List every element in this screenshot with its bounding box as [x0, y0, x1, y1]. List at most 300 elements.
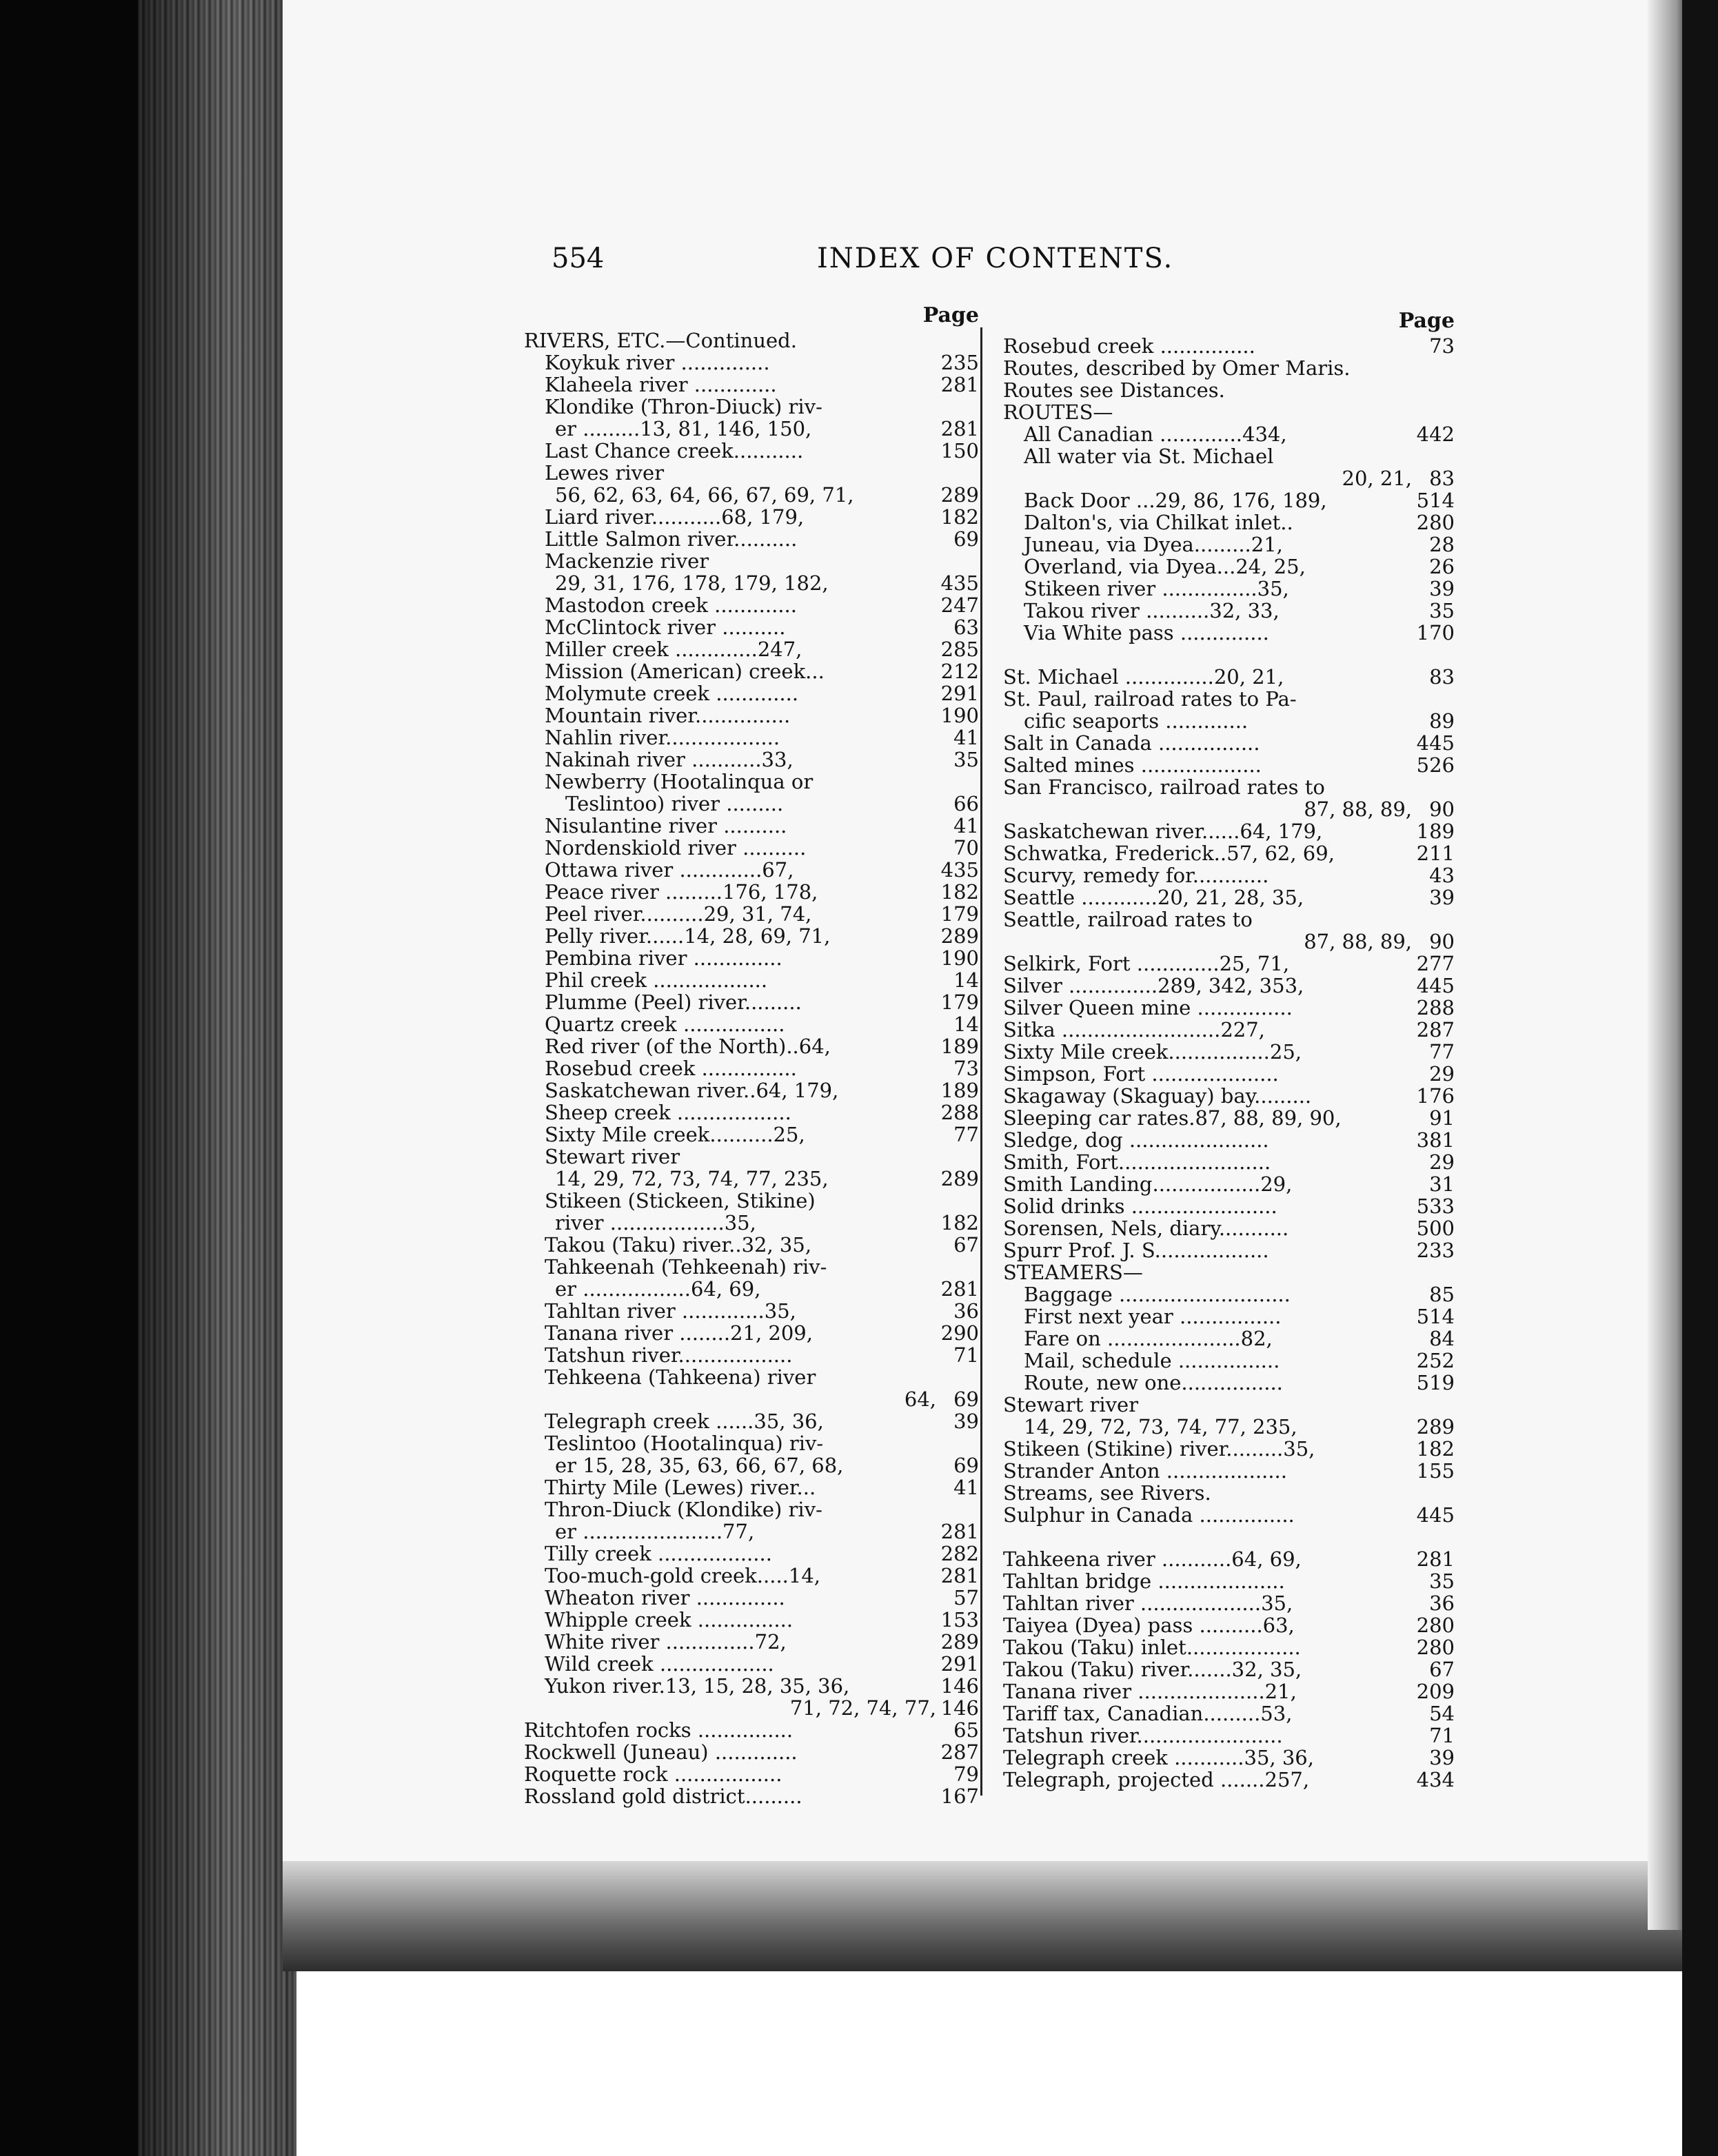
index-entry	[1003, 1173, 1455, 1195]
index-entry	[524, 1366, 979, 1388]
index-entry-text: Silver ..............289, 342, 353,	[1003, 974, 1304, 997]
index-entry-text: 20, 21,	[1342, 467, 1412, 490]
index-entry-text: Rosebud creek ...............	[545, 1057, 797, 1080]
index-entry	[524, 484, 979, 506]
index-entry-text: Sulphur in Canada ...............	[1003, 1503, 1295, 1527]
index-entry-page: 85	[1429, 1283, 1455, 1306]
index-entry-text: All water via St. Michael	[1024, 445, 1274, 468]
index-entry	[1003, 776, 1455, 798]
index-entry-page: 445	[1416, 731, 1455, 755]
index-entry-text: er 15, 28, 35, 63, 66, 67, 68,	[555, 1454, 844, 1477]
index-entry-text: Smith Landing.................29,	[1003, 1172, 1293, 1196]
index-entry-page: 442	[1416, 423, 1455, 446]
index-entry-page: 14	[953, 968, 979, 992]
index-entry-text: Sixty Mile creek................25,	[1003, 1040, 1302, 1064]
index-entry-page: 288	[1416, 996, 1455, 1019]
book-bottom-edge	[283, 1861, 1682, 1971]
index-entry	[524, 1322, 979, 1344]
index-entry	[524, 1101, 979, 1123]
index-entry-page: 514	[1416, 489, 1455, 512]
index-entry-text: Nahlin river..................	[545, 726, 780, 749]
index-entry-page: 67	[953, 1233, 979, 1257]
index-entry-text: Molymute creek .............	[545, 682, 799, 705]
index-entry-page: 252	[1416, 1349, 1455, 1372]
index-entry-text: Spurr Prof. J. S..................	[1003, 1239, 1269, 1262]
index-entry-text: Quartz creek ................	[545, 1013, 785, 1036]
index-entry-page: 29	[1429, 1062, 1455, 1086]
index-entry-page: 35	[1429, 1569, 1455, 1593]
index-entry-page: 170	[1416, 621, 1455, 644]
index-entry	[524, 1543, 979, 1565]
index-entry	[1003, 423, 1455, 445]
index-entry	[1003, 1129, 1455, 1151]
index-entry-page: 90	[1429, 930, 1455, 953]
index-entry-text: Tilly creek ..................	[545, 1542, 772, 1565]
index-entry-page: 281	[940, 373, 979, 396]
index-entry-text: Solid drinks .......................	[1003, 1194, 1277, 1218]
index-entry-page: 73	[1429, 334, 1455, 358]
index-entry-text: Last Chance creek...........	[545, 439, 804, 462]
index-entry	[524, 660, 979, 682]
index-entry-text: Routes, described by Omer Maris.	[1003, 356, 1351, 380]
index-entry-text: 87, 88, 89,	[1304, 930, 1412, 953]
index-entry-page: 189	[1416, 820, 1455, 843]
index-entry	[524, 1278, 979, 1300]
index-entry-page: 445	[1416, 974, 1455, 997]
index-entry-text: Miller creek .............247,	[545, 638, 802, 661]
index-entry-page: 289	[1416, 1415, 1455, 1438]
index-entry-text: Mail, schedule ................	[1024, 1349, 1280, 1372]
index-entry-text: Red river (of the North)..64,	[545, 1035, 831, 1058]
index-entry	[1003, 1658, 1455, 1680]
index-entry	[524, 462, 979, 484]
index-entry-text: Streams, see Rivers.	[1003, 1481, 1211, 1505]
index-entry-page: 285	[940, 638, 979, 661]
index-entry	[1003, 710, 1455, 732]
index-entry-page: 281	[940, 1520, 979, 1543]
index-entry-text: river ..................35,	[555, 1211, 756, 1234]
index-entry-text: 14, 29, 72, 73, 74, 77, 235,	[555, 1167, 829, 1190]
index-entry	[524, 1432, 979, 1454]
index-entry-text: Too-much-gold creek.....14,	[545, 1564, 820, 1587]
index-entry	[524, 859, 979, 881]
index-entry-text: 14, 29, 72, 73, 74, 77, 235,	[1024, 1415, 1297, 1438]
index-entry-page: 90	[1429, 797, 1455, 821]
index-entry	[1003, 1725, 1455, 1747]
index-entry-page: 176	[1416, 1084, 1455, 1108]
index-entry-text: Rossland gold district.........	[524, 1784, 802, 1808]
index-entry-text: Yukon river.13, 15, 28, 35, 36,	[545, 1674, 850, 1698]
index-entry-page: 14	[953, 1013, 979, 1036]
index-entry	[524, 1344, 979, 1366]
index-entry-text: Dalton's, via Chilkat inlet..	[1024, 511, 1293, 534]
index-entry	[1003, 467, 1455, 489]
index-entry-text: Skagaway (Skaguay) bay.........	[1003, 1084, 1312, 1108]
index-entry-page: 71	[953, 1343, 979, 1367]
index-entry-page: 67	[1429, 1658, 1455, 1681]
index-entry-text: Tehkeena (Tahkeena) river	[545, 1365, 816, 1389]
index-entry-page: 63	[953, 616, 979, 639]
index-entry-text: Wheaton river ..............	[545, 1586, 785, 1609]
index-entry	[1003, 1438, 1455, 1460]
page-title: INDEX OF CONTENTS.	[817, 243, 1174, 274]
index-entry-text: Mission (American) creek...	[545, 660, 825, 683]
index-entry-text: Overland, via Dyea...24, 25,	[1024, 555, 1306, 578]
index-entry-text: Schwatka, Frederick..57, 62, 69,	[1003, 842, 1335, 865]
index-entry	[524, 947, 979, 969]
index-entry-page: 434	[1416, 1768, 1455, 1791]
index-column-left	[524, 303, 979, 1807]
index-entry-page: 247	[940, 593, 979, 617]
index-entry-text: Tanana river ........21, 209,	[545, 1321, 813, 1345]
index-entry	[524, 1675, 979, 1697]
index-entry-text: Pelly river......14, 28, 69, 71,	[545, 924, 831, 948]
index-entry-text: Liard river...........68, 179,	[545, 505, 805, 529]
index-entry-page: 77	[1429, 1040, 1455, 1064]
index-entry-page: 182	[940, 880, 979, 904]
index-entry-page: 84	[1429, 1327, 1455, 1350]
index-entry-text: 29, 31, 176, 178, 179, 182,	[555, 571, 829, 595]
index-entry-page: 89	[1429, 709, 1455, 733]
index-entry-page: 39	[1429, 577, 1455, 600]
index-entry-text: San Francisco, railroad rates to	[1003, 775, 1325, 799]
index-entry-text: Stikeen (Stickeen, Stikine)	[545, 1189, 816, 1212]
index-entry-page: 291	[940, 1652, 979, 1676]
index-entry	[524, 1719, 979, 1741]
index-entry-page: 179	[940, 990, 979, 1014]
index-entry-text: Saskatchewan river..64, 179,	[545, 1079, 839, 1102]
index-entry	[1003, 688, 1455, 710]
index-entry-text: Takou (Taku) river..32, 35,	[545, 1233, 812, 1257]
index-entry-text: Teslintoo) river .........	[565, 792, 784, 815]
index-entry	[1003, 1460, 1455, 1482]
index-entry-page: 289	[940, 924, 979, 948]
index-entry-page: 189	[940, 1035, 979, 1058]
index-entry-text: Tahltan river .............35,	[545, 1299, 796, 1323]
index-entry	[524, 1454, 979, 1476]
index-entry-text: Nisulantine river ..........	[545, 814, 787, 837]
index-entry-text: RIVERS, ETC.—Continued.	[524, 329, 797, 352]
index-entry	[1003, 1350, 1455, 1372]
index-entry-page: 289	[940, 1167, 979, 1190]
index-entry	[1003, 1372, 1455, 1394]
index-entries-left	[524, 329, 979, 1807]
index-entry	[1003, 1769, 1455, 1791]
index-entry-text: Sledge, dog ......................	[1003, 1128, 1269, 1152]
index-entry	[524, 550, 979, 572]
index-entry-page: 150	[940, 439, 979, 462]
index-entry	[524, 1168, 979, 1190]
index-entry-text: Telegraph creek ......35, 36,	[545, 1410, 824, 1433]
index-entry-text: Tatshun river.......................	[1003, 1724, 1283, 1747]
index-entry-page: 43	[1429, 864, 1455, 887]
index-entry-page: 41	[953, 814, 979, 837]
index-entry-page: 91	[1429, 1106, 1455, 1130]
index-entry	[524, 374, 979, 396]
index-entry-page: 182	[940, 1211, 979, 1234]
index-entry	[524, 1146, 979, 1168]
index-entry	[524, 594, 979, 616]
index-entry-page: 57	[953, 1586, 979, 1609]
index-entry-text: Strander Anton ...................	[1003, 1459, 1287, 1483]
index-entry	[1003, 864, 1455, 886]
index-entry-text: Takou river ..........32, 33,	[1024, 599, 1280, 622]
index-entry	[1003, 1019, 1455, 1041]
index-entry	[1003, 1636, 1455, 1658]
index-entry-page: 435	[940, 571, 979, 595]
index-entry-page: 71	[1429, 1724, 1455, 1747]
index-entry-text: Wild creek ..................	[545, 1652, 774, 1676]
index-entry-page: 167	[940, 1784, 979, 1808]
index-entry-page: 182	[940, 505, 979, 529]
index-entry-text: Route, new one................	[1024, 1371, 1283, 1394]
index-entry-text: Stikeen river ...............35,	[1024, 577, 1289, 600]
index-entry-text: Rosebud creek ...............	[1003, 334, 1255, 358]
index-entry	[524, 616, 979, 638]
index-entry	[524, 771, 979, 793]
index-entry-text: 56, 62, 63, 64, 66, 67, 69, 71,	[555, 483, 854, 507]
index-entry-page: 70	[953, 836, 979, 860]
index-entry	[1003, 1702, 1455, 1725]
index-entry	[524, 1388, 979, 1410]
index-entry	[1003, 1680, 1455, 1702]
index-entry	[1003, 357, 1455, 379]
index-entry	[524, 1521, 979, 1543]
index-entry	[1003, 1394, 1455, 1416]
index-entry-text: 71, 72, 74, 77,	[789, 1696, 936, 1720]
index-entry-text: Stewart river	[1003, 1393, 1139, 1416]
index-entry-page: 190	[940, 946, 979, 970]
index-entry-page: 69	[953, 527, 979, 551]
index-entry	[1003, 1570, 1455, 1592]
index-entry	[524, 1498, 979, 1521]
index-entry	[524, 638, 979, 660]
index-entry	[1003, 1217, 1455, 1239]
index-entry	[524, 1079, 979, 1101]
index-entry	[524, 418, 979, 440]
index-entry-text: Tariff tax, Canadian.........53,	[1003, 1702, 1293, 1725]
index-entry-page: 29	[1429, 1150, 1455, 1174]
index-entry	[1003, 1107, 1455, 1129]
index-entry-text: Klondike (Thron-Diuck) riv-	[545, 395, 822, 418]
index-entry	[524, 1609, 979, 1631]
index-entry-text: Koykuk river ..............	[545, 351, 770, 374]
index-entry	[1003, 556, 1455, 578]
index-entry	[524, 837, 979, 859]
index-entry-page: 54	[1429, 1702, 1455, 1725]
column-divider	[980, 327, 982, 1796]
index-entry-text: Tatshun river..................	[545, 1343, 793, 1367]
index-entry-page: 291	[940, 682, 979, 705]
index-entry-page: 179	[940, 902, 979, 926]
index-entry-page: 281	[940, 1564, 979, 1587]
index-entry	[524, 1123, 979, 1146]
index-entry	[524, 969, 979, 991]
index-entry-text: 64,	[904, 1387, 936, 1411]
index-entry	[1003, 511, 1455, 533]
index-entry	[1003, 1085, 1455, 1107]
index-entry	[1003, 578, 1455, 600]
index-entry	[1003, 1151, 1455, 1173]
index-entry	[524, 506, 979, 528]
index-entry-page: 290	[940, 1321, 979, 1345]
index-entry	[524, 903, 979, 925]
index-entry-text: Salt in Canada ................	[1003, 731, 1260, 755]
index-entry-text: Silver Queen mine ...............	[1003, 996, 1293, 1019]
index-entry	[524, 726, 979, 749]
index-entry-page: 182	[1416, 1437, 1455, 1461]
index-entry-text: Baggage ...........................	[1024, 1283, 1291, 1306]
index-entry-page: 83	[1429, 665, 1455, 689]
index-entry	[524, 1653, 979, 1675]
index-entry	[524, 1631, 979, 1653]
book-page-edges	[138, 0, 296, 2156]
index-entry-text: Lewes river	[545, 461, 665, 485]
index-entry-text: Roquette rock .................	[524, 1762, 782, 1786]
index-entry	[524, 572, 979, 594]
index-entry	[524, 396, 979, 418]
index-entry-page: 65	[953, 1718, 979, 1742]
index-entry	[524, 749, 979, 771]
index-entry	[524, 528, 979, 550]
index-entry-page: 77	[953, 1123, 979, 1146]
index-entry-page: 287	[1416, 1018, 1455, 1041]
index-entry-text: Tahltan river ...................35,	[1003, 1591, 1293, 1615]
index-entry	[1003, 1614, 1455, 1636]
index-entry-page: 26	[1429, 555, 1455, 578]
index-entry	[524, 1234, 979, 1256]
index-entry-page: 500	[1416, 1217, 1455, 1240]
index-entry-page: 36	[1429, 1591, 1455, 1615]
index-entry	[524, 1476, 979, 1498]
index-entry	[1003, 1239, 1455, 1261]
index-entry	[524, 1057, 979, 1079]
index-entry-text: Via White pass ..............	[1024, 621, 1269, 644]
index-entry-text: Takou (Taku) inlet..................	[1003, 1636, 1301, 1659]
index-entry	[1003, 1747, 1455, 1769]
index-entry-page: 533	[1416, 1194, 1455, 1218]
index-entry	[524, 1565, 979, 1587]
index-entry-text: Mastodon creek .............	[545, 593, 797, 617]
index-entry-text: Phil creek ..................	[545, 968, 768, 992]
index-entry-text: Salted mines ...................	[1003, 753, 1262, 777]
index-entry-page: 435	[940, 858, 979, 882]
index-entry-text: Thron-Diuck (Klondike) riv-	[545, 1498, 822, 1521]
index-entry	[1003, 1592, 1455, 1614]
index-entry	[1003, 930, 1455, 953]
index-entry-page: 79	[953, 1762, 979, 1786]
index-entry-page: 280	[1416, 511, 1455, 534]
index-entry	[1003, 666, 1455, 688]
index-entry-page: 211	[1416, 842, 1455, 865]
index-entry	[524, 881, 979, 903]
index-entry-text: St. Michael ..............20, 21,	[1003, 665, 1284, 689]
index-entry	[524, 1410, 979, 1432]
index-entry-page: 288	[940, 1101, 979, 1124]
index-entry-text: er ......................77,	[555, 1520, 755, 1543]
index-entry-text: Nordenskiold river ..........	[545, 836, 807, 860]
index-entry-text: Selkirk, Fort .............25, 71,	[1003, 952, 1290, 975]
index-entry	[524, 1587, 979, 1609]
index-entry-text: er .................64, 69,	[555, 1277, 761, 1301]
index-entry	[1003, 1041, 1455, 1063]
index-entry-page: 28	[1429, 533, 1455, 556]
index-entry-text: Smith, Fort........................	[1003, 1150, 1271, 1174]
index-entry-text: Teslintoo (Hootalinqua) riv-	[545, 1432, 824, 1455]
index-entry-text: Stewart river	[545, 1145, 680, 1168]
index-entry-text: All Canadian .............434,	[1024, 423, 1287, 446]
index-entry-page: 280	[1416, 1614, 1455, 1637]
index-entry	[524, 991, 979, 1013]
index-entry-text: First next year ................	[1024, 1305, 1282, 1328]
index-entry-text: Whipple creek ...............	[545, 1608, 794, 1631]
index-entry-text: Mountain river...............	[545, 704, 791, 727]
index-entry-page: 146	[940, 1674, 979, 1698]
index-entry-text: Telegraph creek ...........35, 36,	[1003, 1746, 1314, 1769]
index-entry-page: 66	[953, 792, 979, 815]
index-entry	[524, 1212, 979, 1234]
index-entry	[1003, 1283, 1455, 1305]
index-entry	[524, 440, 979, 462]
index-entry-text: Tahkeenah (Tehkeenah) riv-	[545, 1255, 827, 1279]
index-entry-page: 233	[1416, 1239, 1455, 1262]
page-column-header: Page	[922, 303, 979, 327]
index-entry-page: 514	[1416, 1305, 1455, 1328]
index-entry	[1003, 975, 1455, 997]
index-entry	[524, 1763, 979, 1785]
index-entry-text: Taiyea (Dyea) pass ..........63,	[1003, 1614, 1295, 1637]
index-entry-text: Tahltan bridge ....................	[1003, 1569, 1285, 1593]
index-entry	[1003, 1416, 1455, 1438]
index-entry-page: 209	[1416, 1680, 1455, 1703]
index-entry	[1003, 1195, 1455, 1217]
index-entry	[1003, 1504, 1455, 1526]
index-entry	[524, 1741, 979, 1763]
index-entry-page: 212	[940, 660, 979, 683]
index-entry-page: 526	[1416, 753, 1455, 777]
index-entry-page: 39	[953, 1410, 979, 1433]
index-entry-text: Peace river .........176, 178,	[545, 880, 818, 904]
index-entry-page: 35	[953, 748, 979, 771]
index-entry	[1003, 600, 1455, 622]
page-column-header: Page	[1398, 309, 1455, 333]
index-entry	[1003, 533, 1455, 556]
index-entry-text: Newberry (Hootalinqua or	[545, 770, 813, 793]
index-entry-text: Scurvy, remedy for............	[1003, 864, 1269, 887]
index-entry-text: Sitka .........................227,	[1003, 1018, 1265, 1041]
index-entry-text: Stikeen (Stikine) river.........35,	[1003, 1437, 1315, 1461]
index-entry-text: Telegraph, projected .......257,	[1003, 1768, 1310, 1791]
index-entry-page: 146	[940, 1696, 979, 1720]
index-entry	[524, 793, 979, 815]
index-entry-page: 31	[1429, 1172, 1455, 1196]
index-entry-page: 289	[940, 483, 979, 507]
index-entry	[1003, 445, 1455, 467]
index-entry	[1003, 1305, 1455, 1328]
index-entry	[524, 1013, 979, 1035]
index-entry-text: Tanana river ....................21,	[1003, 1680, 1297, 1703]
index-entry-page: 41	[953, 726, 979, 749]
index-entry	[1003, 732, 1455, 754]
index-entry-text: Pembina river ..............	[545, 946, 782, 970]
index-entry-page: 277	[1416, 952, 1455, 975]
index-entry-page: 35	[1429, 599, 1455, 622]
index-entry-text: Juneau, via Dyea.........21,	[1024, 533, 1283, 556]
index-entry-page: 519	[1416, 1371, 1455, 1394]
index-entry	[524, 1190, 979, 1212]
index-entry	[1003, 379, 1455, 401]
index-entry	[1003, 1482, 1455, 1504]
